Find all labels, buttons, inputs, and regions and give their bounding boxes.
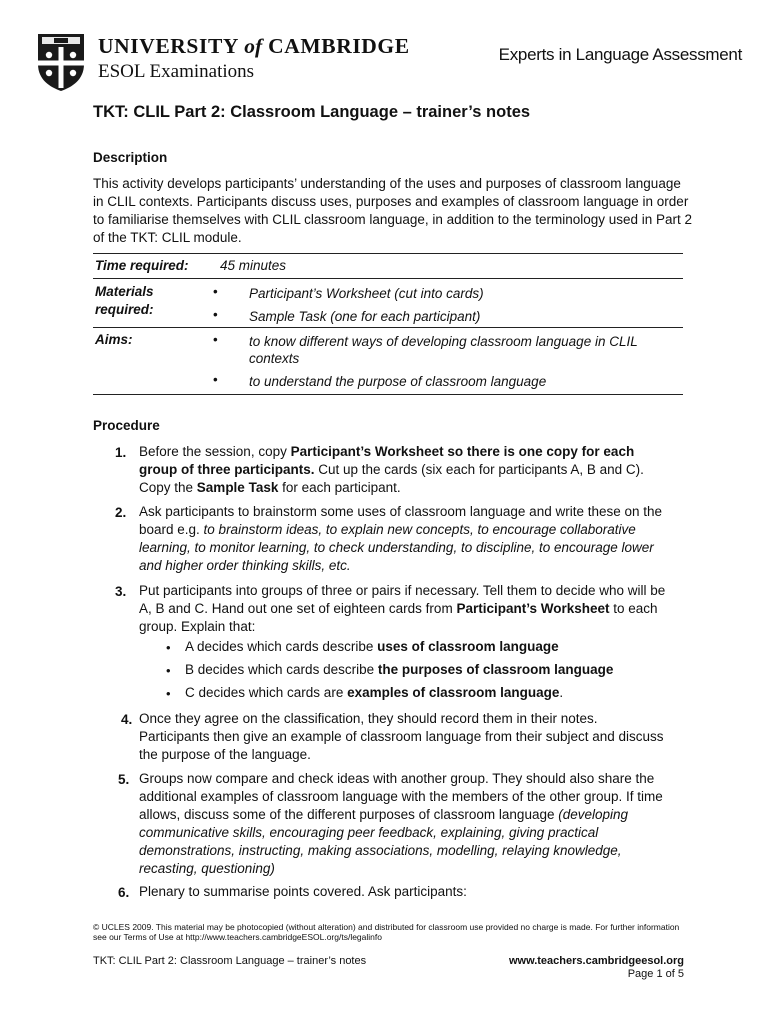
document-title: TKT: CLIL Part 2: Classroom Language – trainer’s notes bbox=[93, 103, 531, 121]
sub-bullet-c: C decides which cards are examples of classroom language. bbox=[185, 685, 564, 700]
step-text-fragment: Before the session, copy bbox=[139, 444, 291, 459]
bullet: • bbox=[213, 284, 218, 299]
description-heading: Description bbox=[93, 150, 168, 165]
sub-bullet-b: B decides which cards describe the purposes of classroom language bbox=[185, 662, 614, 677]
time-label: Time required: bbox=[95, 258, 189, 273]
university-name: UNIVERSITY of CAMBRIDGE bbox=[98, 34, 410, 58]
aims-row: Aims: • to know different ways of developing classroom language in CLIL contexts • to understand the purpose of classroom language bbox=[93, 328, 683, 395]
step-number: 6. bbox=[118, 885, 130, 900]
step-text bbox=[139, 710, 669, 764]
step-number: 4. bbox=[121, 712, 133, 727]
bullet: • bbox=[166, 663, 171, 678]
time-value: 45 minutes bbox=[220, 258, 287, 273]
step-text-fragment: Participant’s Worksheet bbox=[456, 601, 610, 616]
step-text-fragment: to brainstorm ideas, to explain new concepts, to encourage collaborative learning, to monitor learning, to check understanding, to discipline, to encourage lower and higher order thinking skills, etc. bbox=[139, 522, 654, 573]
step-number: 5. bbox=[118, 772, 130, 787]
step-text-fragment: Cut up the cards (six each for participants A, B and C). Copy the bbox=[139, 462, 644, 495]
copyright-note: © UCLES 2009. This material may be photocopied (without alteration) and distributed for classroom use provided no charge is made. For further information see our Terms of Use at http://www.teachers.cambridgeESOL.org/ts/legalinfo bbox=[93, 922, 680, 942]
page-number: Page 1 of 5 bbox=[627, 968, 684, 980]
step-text-fragment: Once they agree on the classification, they should record them in their notes. Participants then give an example of classroom language from their subject and discuss the purpose of the language. bbox=[139, 711, 664, 762]
footer-url[interactable]: www.teachers.cambridgeesol.org bbox=[508, 955, 684, 967]
esol-examinations: ESOL Examinations bbox=[98, 61, 255, 82]
step-text-fragment: Groups now compare and check ideas with another group. They should also share the additional examples of classroom language with the members of the other group. If time allows, discuss some of the different purposes of classroom language bbox=[139, 771, 663, 822]
step-text-fragment: Ask participants to brainstorm some uses of classroom language and write these on the board e.g. bbox=[139, 504, 663, 537]
aims-label: Aims: bbox=[95, 332, 133, 347]
step-text-fragment: to each group. Explain that: bbox=[139, 601, 658, 634]
bullet: • bbox=[166, 640, 171, 655]
step-number: 2. bbox=[115, 505, 127, 520]
tagline: Experts in Language Assessment bbox=[498, 45, 742, 64]
step-number: 1. bbox=[115, 445, 127, 460]
materials-label: Materials required: bbox=[95, 284, 154, 317]
step-text bbox=[139, 883, 669, 901]
step-text bbox=[139, 582, 669, 636]
step-text-fragment: Put participants into groups of three or pairs if necessary. Tell them to decide who will be A, B and C. Hand out one set of eighteen cards from bbox=[139, 583, 666, 616]
info-table bbox=[93, 253, 683, 395]
cambridge-crest-icon bbox=[36, 32, 86, 92]
step-text-fragment: (developing communicative skills, encouraging peer feedback, explaining, giving practical demonstrations, instructing, making associations, modelling, relaying knowledge, recasting, questioning) bbox=[139, 807, 629, 876]
step-text-fragment: Participant’s Worksheet so there is one copy for each group of three participants. bbox=[139, 444, 635, 477]
step-text bbox=[139, 503, 669, 575]
step-text-fragment: Sample Task bbox=[196, 480, 279, 495]
bullet: • bbox=[213, 332, 218, 347]
materials-row: Materials required: • Participant’s Worksheet (cut into cards) • Sample Task (one for each participant) bbox=[93, 279, 683, 328]
step-text bbox=[139, 770, 669, 878]
step-text-fragment: for each participant. bbox=[278, 480, 401, 495]
time-row bbox=[93, 254, 683, 279]
step-text-fragment: Plenary to summarise points covered. Ask participants: bbox=[139, 884, 467, 899]
procedure-heading: Procedure bbox=[93, 418, 160, 433]
bullet: • bbox=[213, 372, 218, 387]
description-text: This activity develops participants’ understanding of the uses and purposes of classroom language in CLIL contexts. Participants discuss uses, purposes and examples of classroom language in order to familiarise themselves with CLIL classroom language, in addition to the terminology used in Part 2 of the TKT: CLIL module. bbox=[93, 176, 693, 245]
bullet: • bbox=[166, 686, 171, 701]
step-text bbox=[139, 443, 669, 497]
bullet: • bbox=[213, 307, 218, 322]
footer-title: TKT: CLIL Part 2: Classroom Language – trainer’s notes bbox=[93, 955, 367, 967]
sub-bullet-a: A decides which cards describe uses of classroom language bbox=[185, 639, 559, 654]
step-number: 3. bbox=[115, 584, 127, 599]
